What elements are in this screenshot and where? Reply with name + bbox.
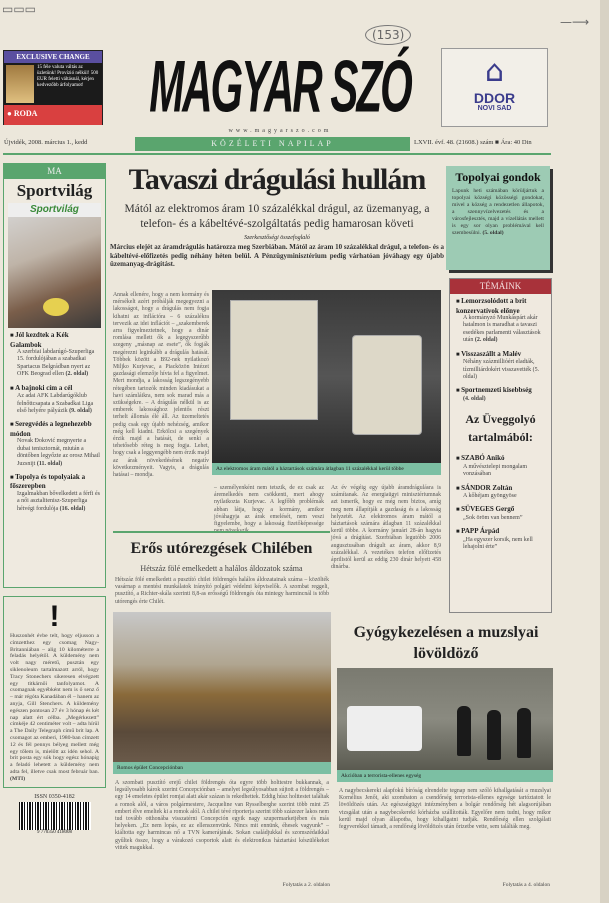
list-item[interactable] [450, 502, 551, 524]
item-title: ■ A bajnoki cím a cél [10, 384, 100, 394]
meter-image [352, 335, 422, 435]
ddor-ad [441, 48, 548, 127]
chile-headline[interactable]: Erős utórezgések Chilében [130, 540, 313, 557]
officer-figure [487, 710, 501, 760]
main-headline[interactable]: Tavaszi drágulási hullám [128, 163, 426, 196]
topics-box [449, 278, 552, 613]
topolya-title: Topolyai gondok [455, 170, 541, 184]
list-item[interactable] [450, 383, 551, 405]
topolya-text: Lapunk heti számában körüljártuk a topolyai községi közösségi gondokat, mivel a község a rendezetlen állapotok, a szennyvízelvezetés és a városfejlesztés, majd a vízellátás mellett is egy sor olyan problémával kell szembesülni. [452, 188, 544, 236]
today-header: MA [4, 164, 105, 179]
list-item[interactable] [450, 524, 551, 553]
main-byline: Szerkesztőségi összefoglaló [244, 235, 310, 241]
item-text: Az adai AFK Labdarúgóklub felnőttcsapata a Szabadkai Liga első helyére pályázik [17, 393, 94, 414]
pencil-mark: —⟶ [560, 15, 590, 29]
exchange-ad [3, 50, 103, 125]
item-title: ■ Topolya és topolyaiak a főszerepben [10, 473, 100, 491]
issn: ISSN 0350-4182 [34, 793, 75, 800]
main-subheadline: Mától az elektromos áram 10 százalékkal drágul, az üzemanyag, a telefon- és a kábeltévé-szolgáltatás pedig hamarosan követi [124, 203, 430, 230]
ad-brand-name: RODA [13, 109, 38, 118]
section-rule [113, 531, 330, 533]
list-item[interactable] [450, 481, 551, 503]
photo-caption: Romos épület Concepciónban [113, 762, 331, 774]
main-body-col3: Az év végéig egy újabb áramdrágulásra is számítanak. Az energiaügyi minisztériumnak azt ismerik, hogy ez még nem biztos, amíg meg nem állapítják a gazdaság és a lakosság helyzetét. Az elektromos áram mától a háztartások számára átlagban 11 százalékkal kerül többe. A kormány januári 28-án hagyta jóvá a drágítást. Szerbiában legutóbb 2006 augusztusában drágult az áram, akkor 8,9 százalékkal. A vezetékes telefon előfizetés áprilistól kerül az eddig 230 dinár helyett 458 dinárba. [331, 485, 441, 571]
item-title: ■ Lemorzsolódott a brit konzervatívok előnye [456, 297, 546, 315]
list-item[interactable] [4, 417, 105, 470]
item-text: Novak Đoković megnyerte a dubai tenisztornát, miután a döntőben legyőzte az orosz Mihail Juzsnijt [17, 438, 100, 467]
chile-intro: Hétszáz fölé emelkedett a pusztító chilei földrengés halálos áldozatainak száma – közölték vasárnap a mentési munkálatok irányító polgári védelmi képviselők. A szombat reggeli, pusztító, a Richter-skála szerinti 8,8-as erősségű földrengés óta mintegy harmincnál is több utórengés érte Chilét. [115, 577, 329, 605]
exclamation-icon: ! [49, 600, 60, 633]
chile-subheadline: Hétszáz fölé emelkedett a halálos áldozatok száma [140, 564, 303, 573]
topolya-ref: (5. oldal) [482, 230, 504, 236]
page-edge [600, 0, 609, 903]
meter-image [230, 300, 318, 420]
masthead-logo: MAGYAR SZÓ [149, 44, 411, 127]
masthead-rule [3, 153, 551, 155]
issue-info: LXVII. évf. 48. (21608.) szám ■ Ára: 40 Din [414, 139, 532, 146]
item-text: A kőhéjam gyöngyöse [463, 493, 517, 500]
list-item[interactable] [4, 470, 105, 515]
item-text: Izgalmakban bővelkedett a férfi és a női asztalitenisz-Szuperliga hétvégi fordulója [17, 490, 100, 512]
tagline: KÖZÉLETI NAPILAP [135, 137, 410, 151]
photo-caption: Az elektromos áram mától a háztartások számára átlagban 11 százalékkal kerül többe [212, 463, 441, 475]
notice-box [3, 596, 106, 788]
officer-figure [457, 706, 471, 756]
barcode [19, 802, 91, 830]
chile-continued[interactable]: Folytatás a 2. oldalon [282, 882, 330, 888]
ddor-logo-icon: ⌂ [484, 54, 505, 89]
item-ref: (5. oldal) [463, 366, 540, 380]
list-item[interactable] [450, 347, 551, 384]
item-title: ■ PAPP Árpád [456, 527, 546, 537]
sportvilag-cover-image [8, 203, 101, 328]
main-body-col2: – személyenként nem tetszik, de ez csak az áremelkedés nem csökkenti, mert ahogy nyilatkozta Kurjevac. A legfőbb problémák abban látja, hogy a kormány, amikor jóváhagyja az árak emelését, nem veszi figyelembe, hogy a lakosság fizetőképessége [214, 485, 324, 528]
today-column [3, 163, 106, 588]
item-ref: (2. oldal) [474, 337, 498, 344]
item-ref: (2. oldal) [65, 371, 89, 378]
item-title: ■ SÜVEGES Gergő [456, 505, 546, 515]
item-title: ■ Visszaszállt a Malév [456, 350, 546, 360]
dateline: Újvidék, 2008. március 1., kedd [4, 139, 88, 146]
uvegolyo-title: Az Üveggolyó tartalmából: [465, 412, 536, 445]
item-title: ■ SZABÓ Anikó [456, 454, 546, 464]
electricity-meter-photo [212, 290, 441, 463]
handwritten-mark: (153) [365, 25, 411, 45]
item-ref: (9. oldal) [69, 407, 92, 414]
notice-text: Huszonhét évbe telt, hogy eljusson a címzetthez egy csomag Nagy-Britanniában – alig 10 kilométerre a feladás helyétől. A küldemény nem volt nagy méretű, pusztán egy siklenoleum tartalmazott arról, hogy Tracy Stonechers sikeresen elvégzett egy titkárnői tanfolyamot. A csomagnak egyébként nem is ő senz ő – már régóta Kanadában él – hanem az anyja, Gill Stenchers. A küldemény egészen pontosan 27 év 3 hónap és két nap alatt ért célba. „Megérkezett” címkéje 42 centiméter volt – adta hírül a The Daily Telegraph című brit lap. A csomagot az emberi, 1980-ban címzett 12 és fél pennys bélyeg mellett még egy tőlem is, mielőtt az idén sehol. A brit posta egy sók hogy egész hónapig a feladó lehetett a küldemény nem adta fel, illetve csak most február ban. [10, 633, 99, 775]
item-text: „Ha egyszer korsik, nem kell lehajolni érte” [463, 536, 533, 551]
officer-figure [517, 708, 531, 758]
topolya-box[interactable] [446, 166, 550, 270]
item-text: A szerbiai labdarúgó-Szuperliga 15. fordulójában a szabadkai Spartacus Belgrádban nyert az OFK Beograd ellen [17, 349, 95, 378]
muzslya-headline[interactable]: Gyógykezelésen a muzslyai lövöldöző [353, 624, 539, 662]
supplement-logo: Sportvilág [8, 203, 101, 217]
topics-header: TÉMÁINK [450, 279, 551, 294]
masthead-url: www.magyarszo.com [228, 128, 332, 134]
item-ref: (11. oldal) [36, 460, 63, 467]
item-title: ■ SÁNDOR Zoltán [456, 484, 546, 494]
item-text: A művésztelepi mongalam vonzásában [463, 463, 527, 478]
ddor-city: NOVI SAD [477, 105, 512, 112]
ad-image [6, 65, 34, 103]
item-text: A kormányzó Munkáspárt akár hatalmon is maradhat a tavaszi esedékes parlamenti választások után [463, 315, 541, 344]
medal-image [43, 298, 69, 316]
item-title: ■ Sportnemzeti kisebbség [456, 386, 546, 396]
scan-mark: ▭▭▭ [2, 2, 37, 16]
muzslya-body: A nagybecskereki alapfokú bíróság elrendelte tegnap nem szóló kihallgatását a muzslyai Kornélius Jenőt, aki szombaton a csendőrség terrorista-ellenes egysége tartóztatott le lövöldözés után. Az egészségügyi intézményben a bolgár rendőrség hét alagsorújában vizsgálat után a nagybecskereki kórházba szállították. Egyelőre nem tudni, hogy mikor kerül majd olyan állapotba, hogy kihallgatni tudják. Rendőrség ellen szolgálati fegyverekkel támadt, a rendőrség lövöldözés után őrizetbe vette, sem találták meg. [339, 788, 551, 831]
main-lead: Március elejét az áramdrágulás határozza meg Szerbiában. Mától az áram 10 százalékkal drágul, a telefon- és a kábeltévé-előfizetés pedig néhány héten belül. A Pénzügyminisztérium pedig várhatóan jóváhagy egy újabb üzemanyag-drágítást. [110, 243, 444, 268]
sportvilag-title: Sportvilág [16, 181, 93, 200]
item-text: Néhány százmillióért eladták, tízmilliárdokért visszavették [463, 359, 535, 373]
item-ref: (4. oldal) [463, 395, 486, 402]
photo-caption: Akcióban a terrorista-ellenes egység [337, 770, 553, 782]
list-item[interactable] [450, 451, 551, 480]
list-item[interactable] [4, 381, 105, 418]
item-text: „Sok öröm van bennem” [463, 514, 523, 521]
item-title: ■ Seregvédés a legnehezebb módon [10, 420, 100, 438]
ddor-name: DDOR [473, 90, 516, 106]
main-story-header [110, 162, 444, 269]
vehicle-image [347, 706, 422, 751]
list-item[interactable] [450, 294, 551, 347]
list-item[interactable] [4, 328, 105, 381]
chile-body: A szombati pusztító erejű chilei földrengés óta egyre több holttestre bukkannak, a legsúlyosabb károk szerint Concepciónban – amelyet legsúlyosabban sújtott a földrengés – egy 14 emeletes épület romjai alatt akár százan is rekedhettek. Eddig húsz holttestet találtak a romok alól, a város polgármestere, Jacqueline van Rysselberghe szerint több mint 25 embert élve emeltek ki a romok alól. A chilei tévé riporterja szerint több százezer lakos nem tud tovább otthonába visszatérni Concepción egyik nagy szupermarketjében és más helyeken. „Ez nem lopás, ez az ellenszenvünk. Nincs mit ennünk, éhesek vagyunk” – kiáltotta egy harmincas nő a TVN kamerájának. Sokan családjukkal és szomszédaikkal gyűltek össze, hogy a várakozó csoportok alatt és elektronikus háztartási készülékeket vittek magukkal. [115, 780, 329, 851]
notice-source: (MTI) [10, 775, 26, 782]
main-body-col1: Annak ellenére, hogy a nem kormány és mérsékelt azért próbálják megegyezni a lakosságot, hogy a drágulás nem fogja kihatni az inflációra – 6 százalékra tervezik az idei inflációt – „szakemberek arra figyelmeztetnek, hogy a dinár romlása mellett ők a legegyszerűbb szegeny „másnap az esete”, ők fogják megérezni leginkább a drágulás hatását. Többek között a B92-nek nyilatkozó Miljko Kurjevac, a Piacközön Intézet gazdasági elemzője hívta fel a figyelmet. Mert mondja, a lakosság legszegényebb rétegében tartozók minden kiadásukat a havi számláikra, nem sok marad más a szükségekre. – A drágulás nélkül is az emberek lakossághoz jelentős részt terhelt állomás élé áll. Az üzemeltetés pedig csak egy újabb nehézség, amikor még kell kiadni. Erkölcsi a szegények érzik majd a hatását, de senki a tehetősebb réteg is meg fogja. Lehet, hogy csak a leggyengébb nem érzik majd az árak növekedésének negatív következményeit. Vagyis, a drágulás hatásai – mondja. [113, 292, 209, 479]
item-title: ■ Jól kezdtek a Kék Galambok [10, 331, 100, 349]
ad-title: EXCLUSIVE CHANGE [4, 51, 102, 63]
earthquake-photo [113, 612, 331, 762]
item-ref: (16. oldal) [59, 505, 86, 512]
ad-text: 15 féle valuta váltás az üzletünk! Provízió nélkül! 500 EUR feletti váltásnál, kérjen kedvezőbb árfolyamot! [37, 65, 99, 88]
muzslya-continued[interactable]: Folytatás a 4. oldalon [502, 882, 550, 888]
left-stack [3, 163, 106, 836]
ad-brand: ● RODA [4, 105, 102, 125]
barcode-number: 9 770350 418008 [37, 829, 72, 835]
police-action-photo [337, 668, 553, 770]
